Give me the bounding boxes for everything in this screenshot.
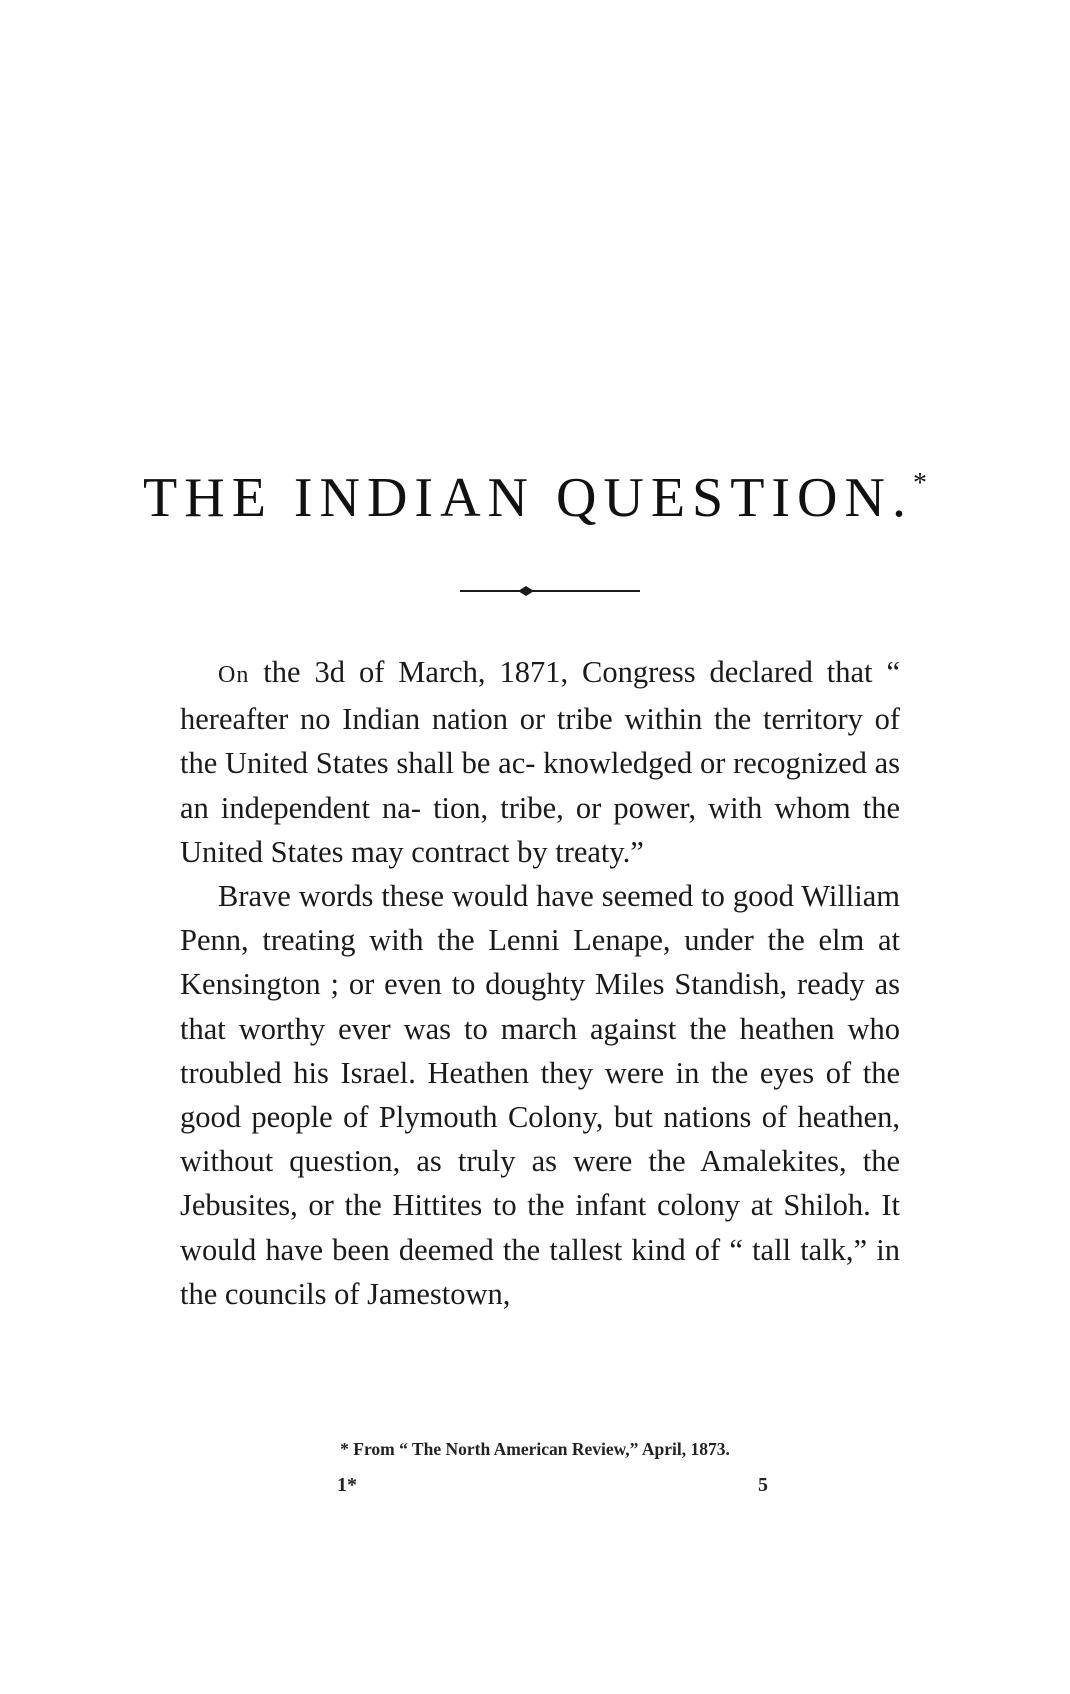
body-text <box>180 650 900 1316</box>
small-caps-opening: On <box>218 662 250 688</box>
paragraph-1-text: the 3d of March, 1871, Congress declared that “ hereafter no Indian nation or tribe within the territory of the United States shall be ac- knowledged or recognized as an independent na- tion, tribe, or power, with whom the United States may contract by treaty.” <box>180 655 900 869</box>
title-rule-ornament <box>460 584 640 598</box>
chapter-title-text: THE INDIAN QUESTION. <box>143 467 913 529</box>
page-number: 5 <box>758 1474 768 1496</box>
footnote-marker: * <box>912 468 927 499</box>
chapter-title <box>0 467 1070 529</box>
footnote: * From “ The North American Review,” April, 1873. <box>340 1439 730 1459</box>
paragraph-2-text: Brave words these would have seemed to good William Penn, treating with the Lenni Lenape, under the elm at Kensington ; or even to doughty Miles Standish, ready as that worthy ever was to march against the heathen who troubled his Israel. Heathen they were in the eyes of the good people of Plymouth Colony, but nations of heathen, without question, as truly as were the Amalekites, the Jebusites, or the Hittites to the infant colony at Shiloh. It would have been deemed the tallest kind of “ tall talk,” in the councils of Jamestown, <box>180 879 900 1311</box>
signature-mark: 1* <box>337 1474 357 1496</box>
paragraph-2 <box>180 874 900 1316</box>
paragraph-1 <box>180 650 900 874</box>
